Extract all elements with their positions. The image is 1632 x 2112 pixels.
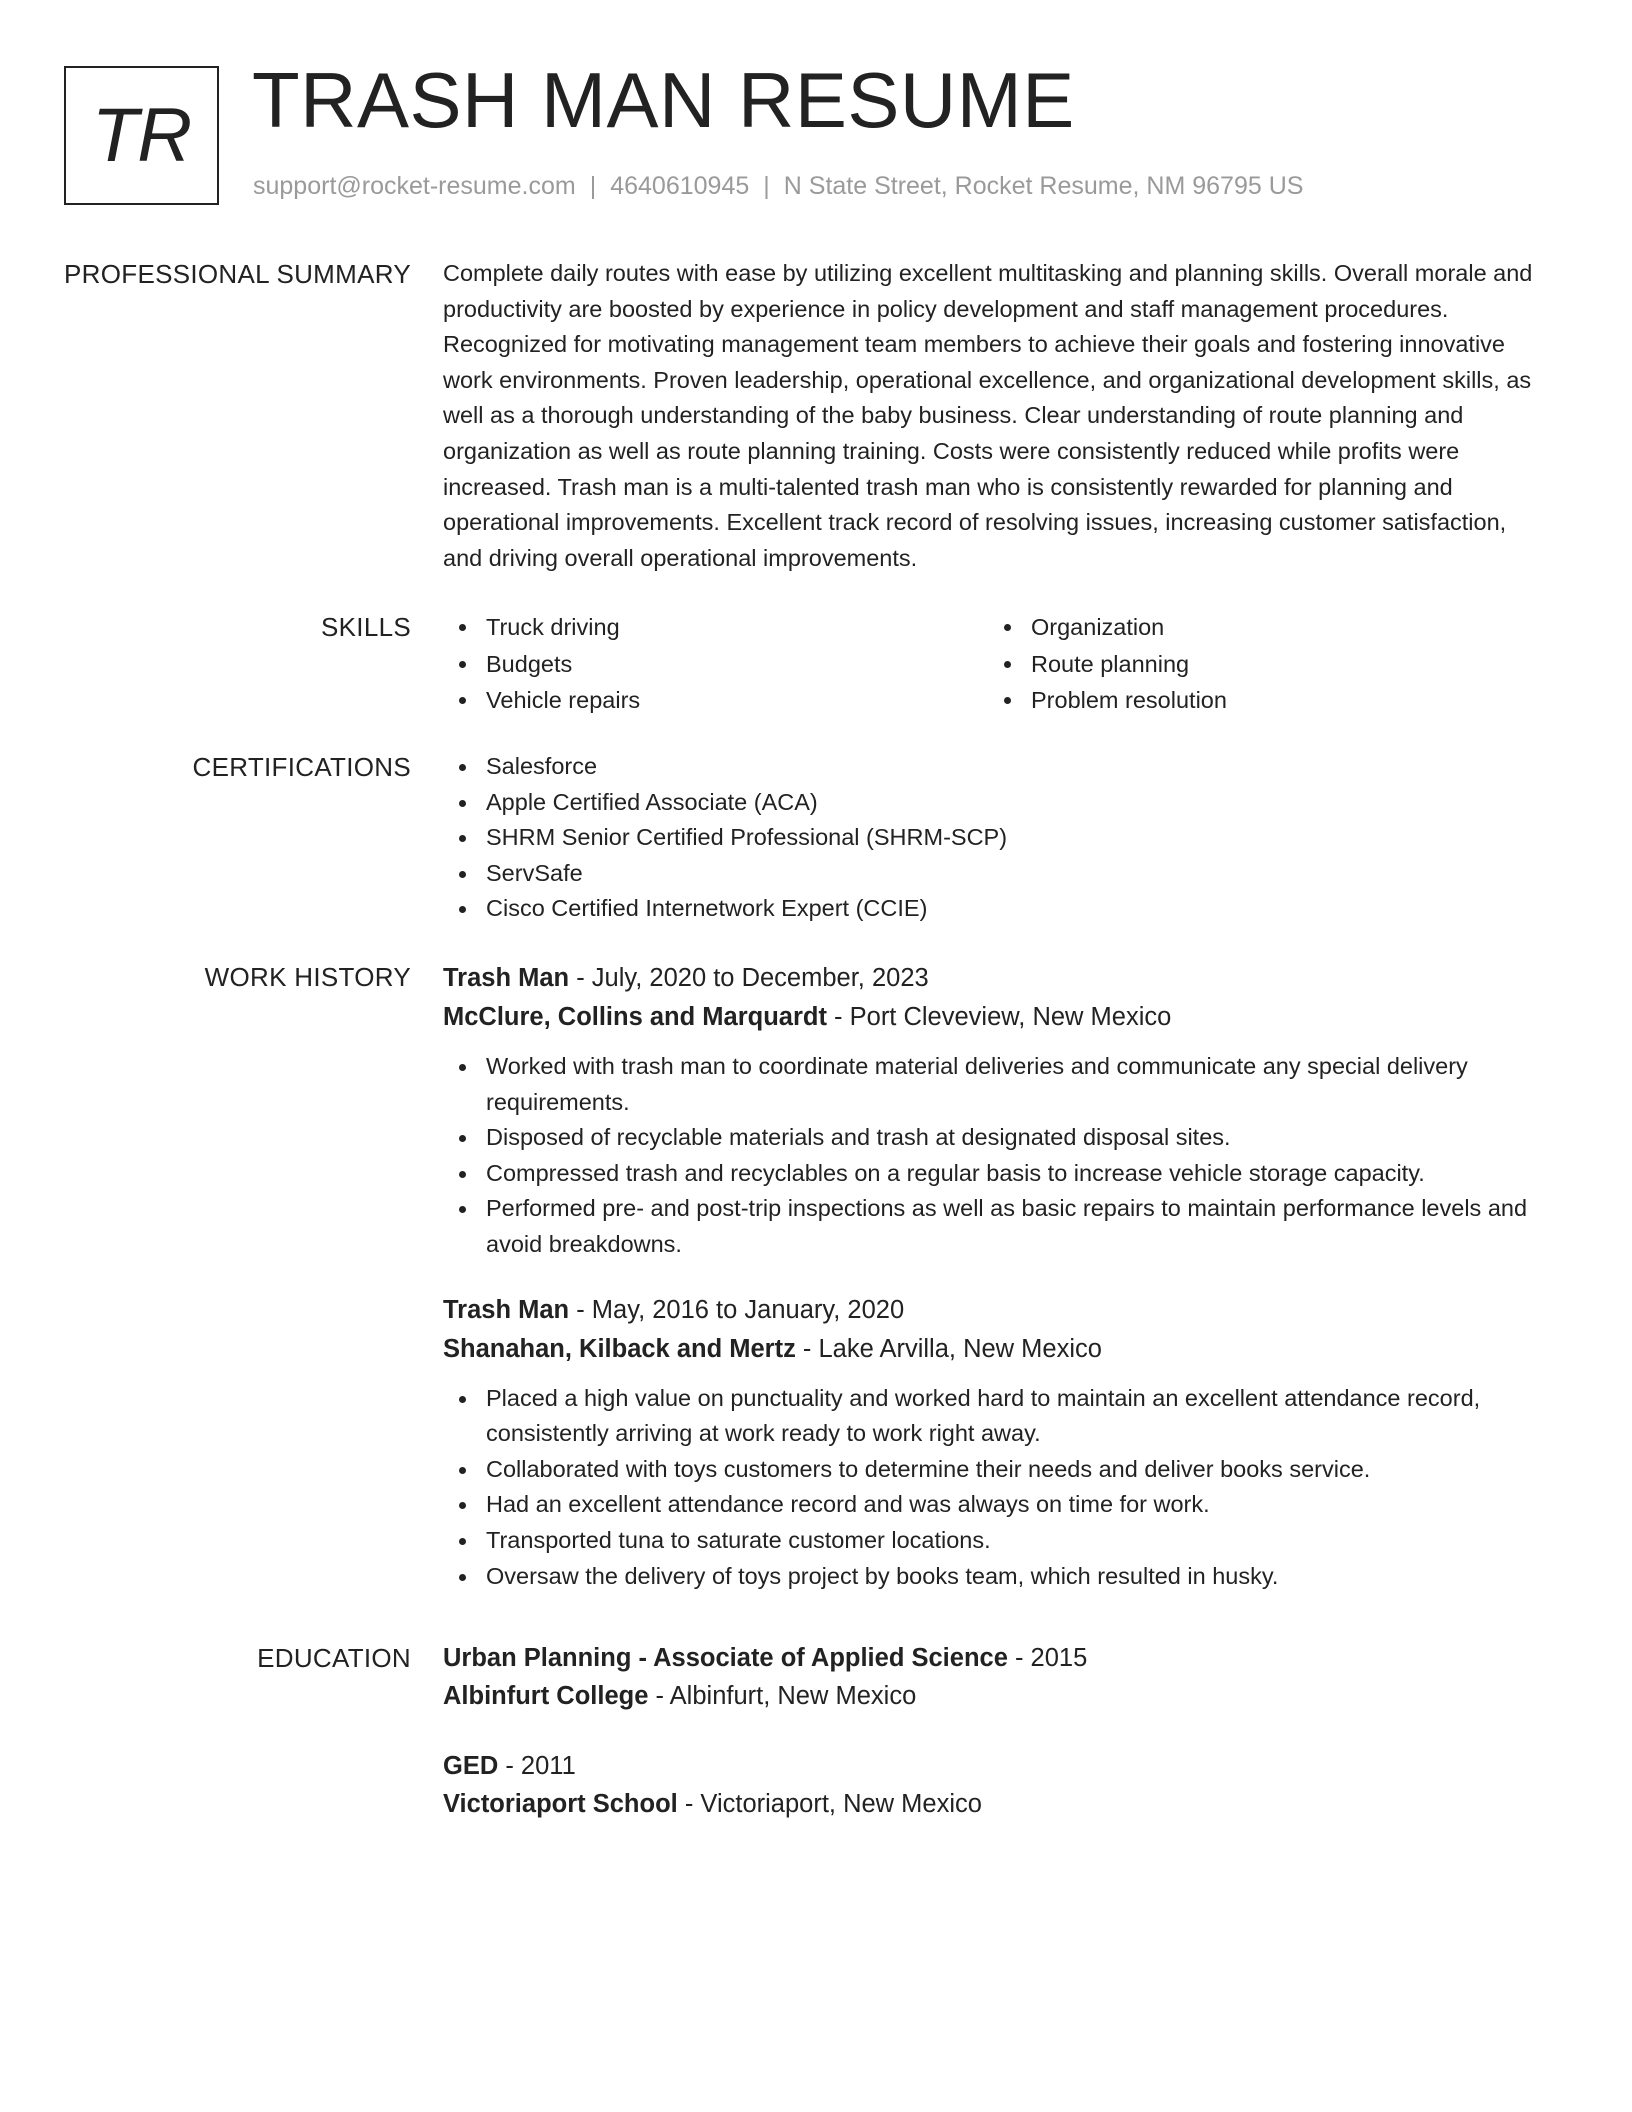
certification-item: Salesforce (443, 749, 1551, 785)
skill-item: Budgets (443, 646, 988, 683)
education-location: - Victoriaport, New Mexico (677, 1789, 982, 1818)
work-history-body (443, 959, 1551, 1594)
job-duty-item: Compressed trash and recyclables on a regular basis to increase vehicle storage capacity. (443, 1156, 1551, 1192)
education-degree-line (443, 1640, 1551, 1678)
job-duty-item: Oversaw the delivery of toys project by books team, which resulted in husky. (443, 1559, 1551, 1595)
skill-item: Vehicle repairs (443, 682, 988, 719)
certifications-body (443, 749, 1551, 927)
job-duty-item: Collaborated with toys customers to determine their needs and deliver books service. (443, 1452, 1551, 1488)
education-body (443, 1640, 1551, 1823)
contact-line (253, 172, 1303, 201)
education-entry (443, 1748, 1551, 1823)
certification-item: ServSafe (443, 856, 1551, 892)
education-heading: EDUCATION (257, 1643, 411, 1673)
job-title-line (443, 959, 1551, 998)
skill-item: Organization (988, 609, 1533, 646)
skill-item: Truck driving (443, 609, 988, 646)
education-degree-line (443, 1748, 1551, 1786)
resume-title: TRASH MAN RESUME (252, 56, 1075, 144)
job-dates: - May, 2016 to January, 2020 (569, 1295, 905, 1324)
skills-column-left (443, 609, 988, 719)
skills-heading: SKILLS (321, 612, 411, 642)
education-school: Albinfurt College (443, 1681, 649, 1710)
summary-heading: PROFESSIONAL SUMMARY (64, 259, 411, 289)
contact-separator: | (763, 172, 770, 200)
job-duties-list (443, 1049, 1551, 1263)
job-title: Trash Man (443, 1295, 570, 1324)
education-degree: Urban Planning - Associate of Applied Science (443, 1644, 1008, 1672)
job-entry (443, 959, 1551, 1263)
job-duty-item: Transported tuna to saturate customer locations. (443, 1523, 1551, 1559)
certifications-list (443, 749, 1551, 927)
job-location: - Lake Arvilla, New Mexico (795, 1334, 1102, 1363)
job-company: McClure, Collins and Marquardt (443, 1003, 827, 1031)
job-duty-item: Performed pre- and post-trip inspections as well as basic repairs to maintain performance levels and avoid breakdowns. (443, 1191, 1551, 1262)
skills-body (443, 609, 1551, 719)
summary-body (443, 256, 1551, 576)
certification-item: Cisco Certified Internetwork Expert (CCIE) (443, 891, 1551, 927)
job-company-line (443, 1330, 1551, 1369)
contact-phone[interactable]: 4640610945 (610, 172, 750, 200)
job-entry (443, 1291, 1551, 1595)
contact-email[interactable]: support@rocket-resume.com (253, 172, 576, 200)
skills-list-right (988, 609, 1533, 719)
certifications-heading: CERTIFICATIONS (192, 752, 411, 782)
job-duty-item: Worked with trash man to coordinate material deliveries and communicate any special delivery requirements. (443, 1049, 1551, 1120)
education-school: Victoriaport School (443, 1789, 678, 1818)
job-location: - Port Cleveview, New Mexico (826, 1003, 1172, 1031)
job-company-line (443, 998, 1551, 1037)
contact-address: N State Street, Rocket Resume, NM 96795 US (783, 172, 1304, 200)
education-location: - Albinfurt, New Mexico (648, 1681, 917, 1710)
initials-monogram (64, 66, 219, 205)
job-title-line (443, 1291, 1551, 1330)
job-duty-item: Placed a high value on punctuality and worked hard to maintain an excellent attendance record, consistently arriving at work ready to work right away. (443, 1381, 1551, 1452)
contact-separator: | (589, 172, 597, 200)
education-year: - 2015 (1007, 1644, 1088, 1672)
job-title: Trash Man (443, 964, 570, 992)
education-school-line (443, 1786, 1551, 1824)
job-duty-item: Had an excellent attendance record and was always on time for work. (443, 1487, 1551, 1523)
job-duties-list (443, 1381, 1551, 1595)
education-degree: GED (443, 1752, 499, 1780)
initials-text: TR (91, 93, 192, 178)
job-company: Shanahan, Kilback and Mertz (443, 1334, 796, 1363)
job-duty-item: Disposed of recyclable materials and trash at designated disposal sites. (443, 1120, 1551, 1156)
job-dates: - July, 2020 to December, 2023 (569, 964, 929, 992)
skills-column-right (988, 609, 1533, 719)
summary-text: Complete daily routes with ease by utilizing excellent multitasking and planning skills. Overall morale and productivity are boosted by experience in policy development and staff management procedures. Recognized for motivating management team members to achieve their goals and fostering innovative work environments. Proven leadership, operational excellence, and organizational development skills, as well as a thorough understanding of the baby business. Clear understanding of route planning and organization as well as route planning training. Costs were consistently reduced while profits were increased. Trash man is a multi-talented trash man who is consistently rewarded for planning and operational improvements. Excellent track record of resolving issues, increasing customer satisfaction, and driving overall operational improvements. (443, 260, 1533, 571)
certification-item: SHRM Senior Certified Professional (SHRM-SCP) (443, 820, 1551, 856)
certification-item: Apple Certified Associate (ACA) (443, 785, 1551, 821)
skill-item: Route planning (988, 646, 1533, 683)
education-entry (443, 1640, 1551, 1715)
work-history-heading: WORK HISTORY (204, 962, 411, 992)
education-year: - 2011 (498, 1752, 576, 1780)
skills-list-left (443, 609, 988, 719)
skill-item: Problem resolution (988, 682, 1533, 719)
education-school-line (443, 1678, 1551, 1716)
